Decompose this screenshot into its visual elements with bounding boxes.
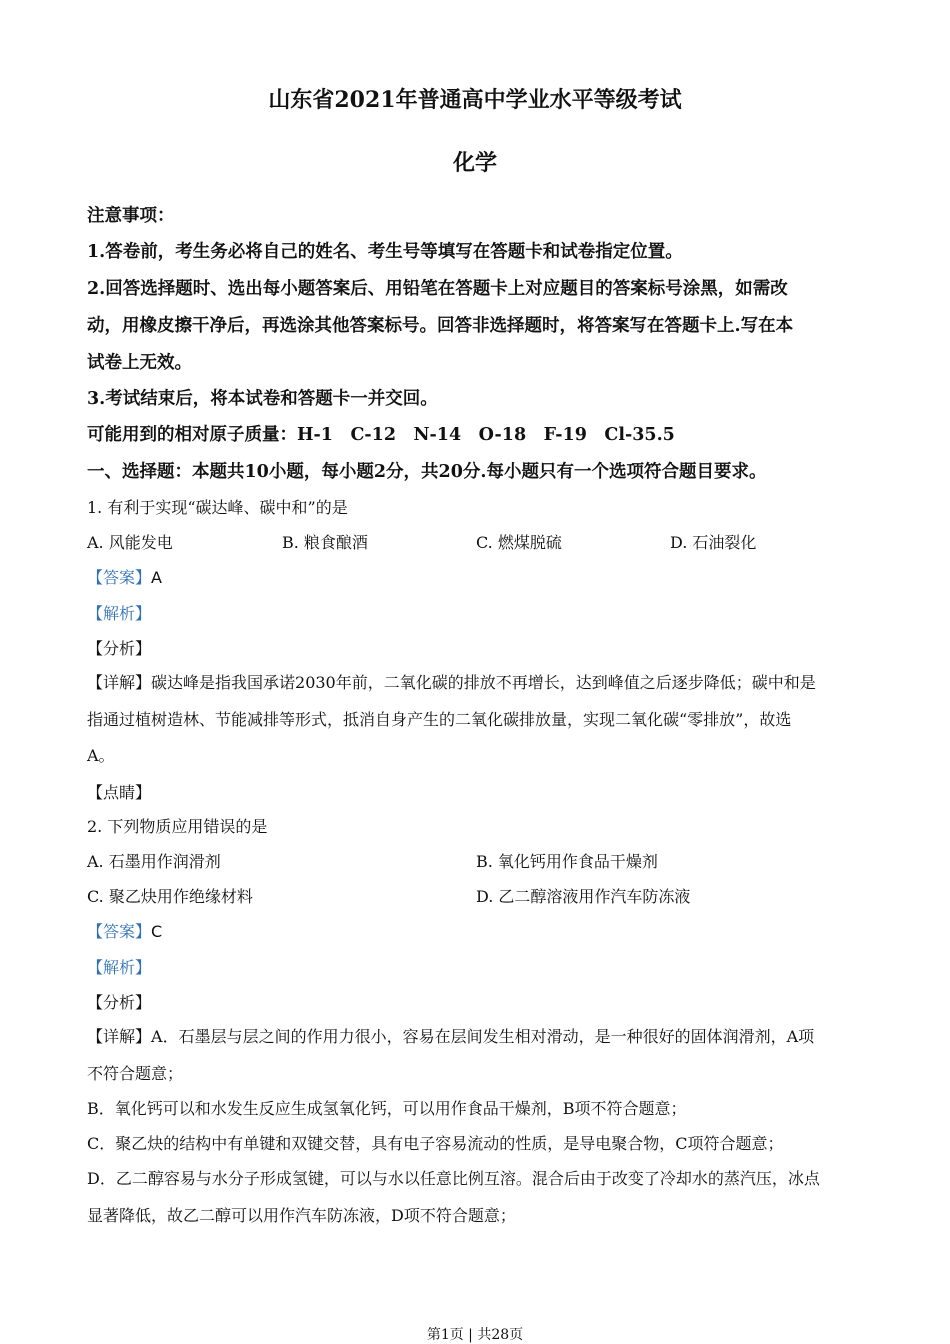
q2-option-a: A. 石墨用作润滑剂 <box>87 852 221 871</box>
detail-label: 【详解】 <box>87 1027 152 1046</box>
q2-option-d: D. 乙二醇溶液用作汽车防冻液 <box>476 887 691 906</box>
q2-detail-line: 不符合题意； <box>87 1064 184 1083</box>
answer-label: 【答案】 <box>87 568 152 587</box>
q2-detail-line: B．氧化钙可以和水发生反应生成氢氧化钙，可以用作食品干燥剂，B项不符合题意； <box>87 1099 687 1118</box>
q1-detail-line: 指通过植树造林、节能减排等形式，抵消自身产生的二氧化碳排放量，实现二氧化碳“零排放”，故选 <box>87 710 792 729</box>
subject-title: 化学 <box>452 150 497 176</box>
notice-line: 1.答卷前，考生务必将自己的姓名、考生号等填写在答题卡和试卷指定位置。 <box>87 242 683 262</box>
notice-heading: 注意事项： <box>87 206 175 226</box>
q1-fenxi-label: 【分析】 <box>87 639 152 658</box>
q1-answer <box>87 568 162 588</box>
notice-line: 动，用橡皮擦干净后，再选涂其他答案标号。回答非选择题时，将答案写在答题卡上.写在本 <box>87 316 794 336</box>
q2-detail-line: D．乙二醇容易与水分子形成氢键，可以与水以任意比例互溶。混合后由于改变了冷却水的蒸汽压，冰点 <box>87 1169 820 1188</box>
q2-detail-line: C．聚乙炔的结构中有单键和双键交替，具有电子容易流动的性质，是导电聚合物，C项符合题意； <box>87 1134 784 1153</box>
page-footer: 第1页 | 共28页 <box>426 1327 524 1343</box>
q1-detail <box>87 673 816 693</box>
q1-option-c: C. 燃煤脱硫 <box>476 533 562 552</box>
answer-value: C <box>151 922 163 941</box>
q1-option-a: A. 风能发电 <box>87 533 173 552</box>
q1-option-b: B. 粮食酿酒 <box>282 533 368 552</box>
answer-label: 【答案】 <box>87 922 152 941</box>
q2-option-b: B. 氧化钙用作食品干燥剂 <box>476 852 658 871</box>
detail-text: 碳达峰是指我国承诺2030年前，二氧化碳的排放不再增长，达到峰值之后逐步降低；碳中和是 <box>151 673 816 692</box>
q2-detail-line: 显著降低，故乙二醇可以用作汽车防冻液，D项不符合题意； <box>87 1206 516 1225</box>
exam-title: 山东省2021年普通高中学业水平等级考试 <box>268 87 682 113</box>
question-1-stem: 1. 有利于实现“碳达峰、碳中和”的是 <box>87 498 348 517</box>
q1-analysis-label: 【解析】 <box>87 604 152 623</box>
q2-analysis-label: 【解析】 <box>87 958 152 977</box>
notice-line: 3.考试结束后，将本试卷和答题卡一并交回。 <box>87 389 438 409</box>
notice-line: 2.回答选择题时、选出每小题答案后、用铅笔在答题卡上对应题目的答案标号涂黑，如需改 <box>87 279 788 299</box>
q2-detail <box>87 1027 814 1047</box>
atomic-masses: 可能用到的相对原子质量：H-1 C-12 N-14 O-18 F-19 Cl-35.5 <box>87 425 675 445</box>
q1-detail-line: A。 <box>87 746 115 765</box>
detail-label: 【详解】 <box>87 673 152 692</box>
answer-value: A <box>151 568 162 587</box>
detail-text: A．石墨层与层之间的作用力很小，容易在层间发生相对滑动，是一种很好的固体润滑剂，A项 <box>151 1027 815 1046</box>
q1-option-d: D. 石油裂化 <box>670 533 757 552</box>
q2-fenxi-label: 【分析】 <box>87 993 152 1012</box>
q2-option-c: C. 聚乙炔用作绝缘材料 <box>87 887 253 906</box>
q1-dianjing-label: 【点睛】 <box>87 783 152 802</box>
question-2-stem: 2. 下列物质应用错误的是 <box>87 817 268 836</box>
section-heading: 一、选择题：本题共10小题，每小题2分，共20分.每小题只有一个选项符合题目要求。 <box>87 462 767 482</box>
q2-answer <box>87 922 162 942</box>
notice-line: 试卷上无效。 <box>87 353 192 373</box>
